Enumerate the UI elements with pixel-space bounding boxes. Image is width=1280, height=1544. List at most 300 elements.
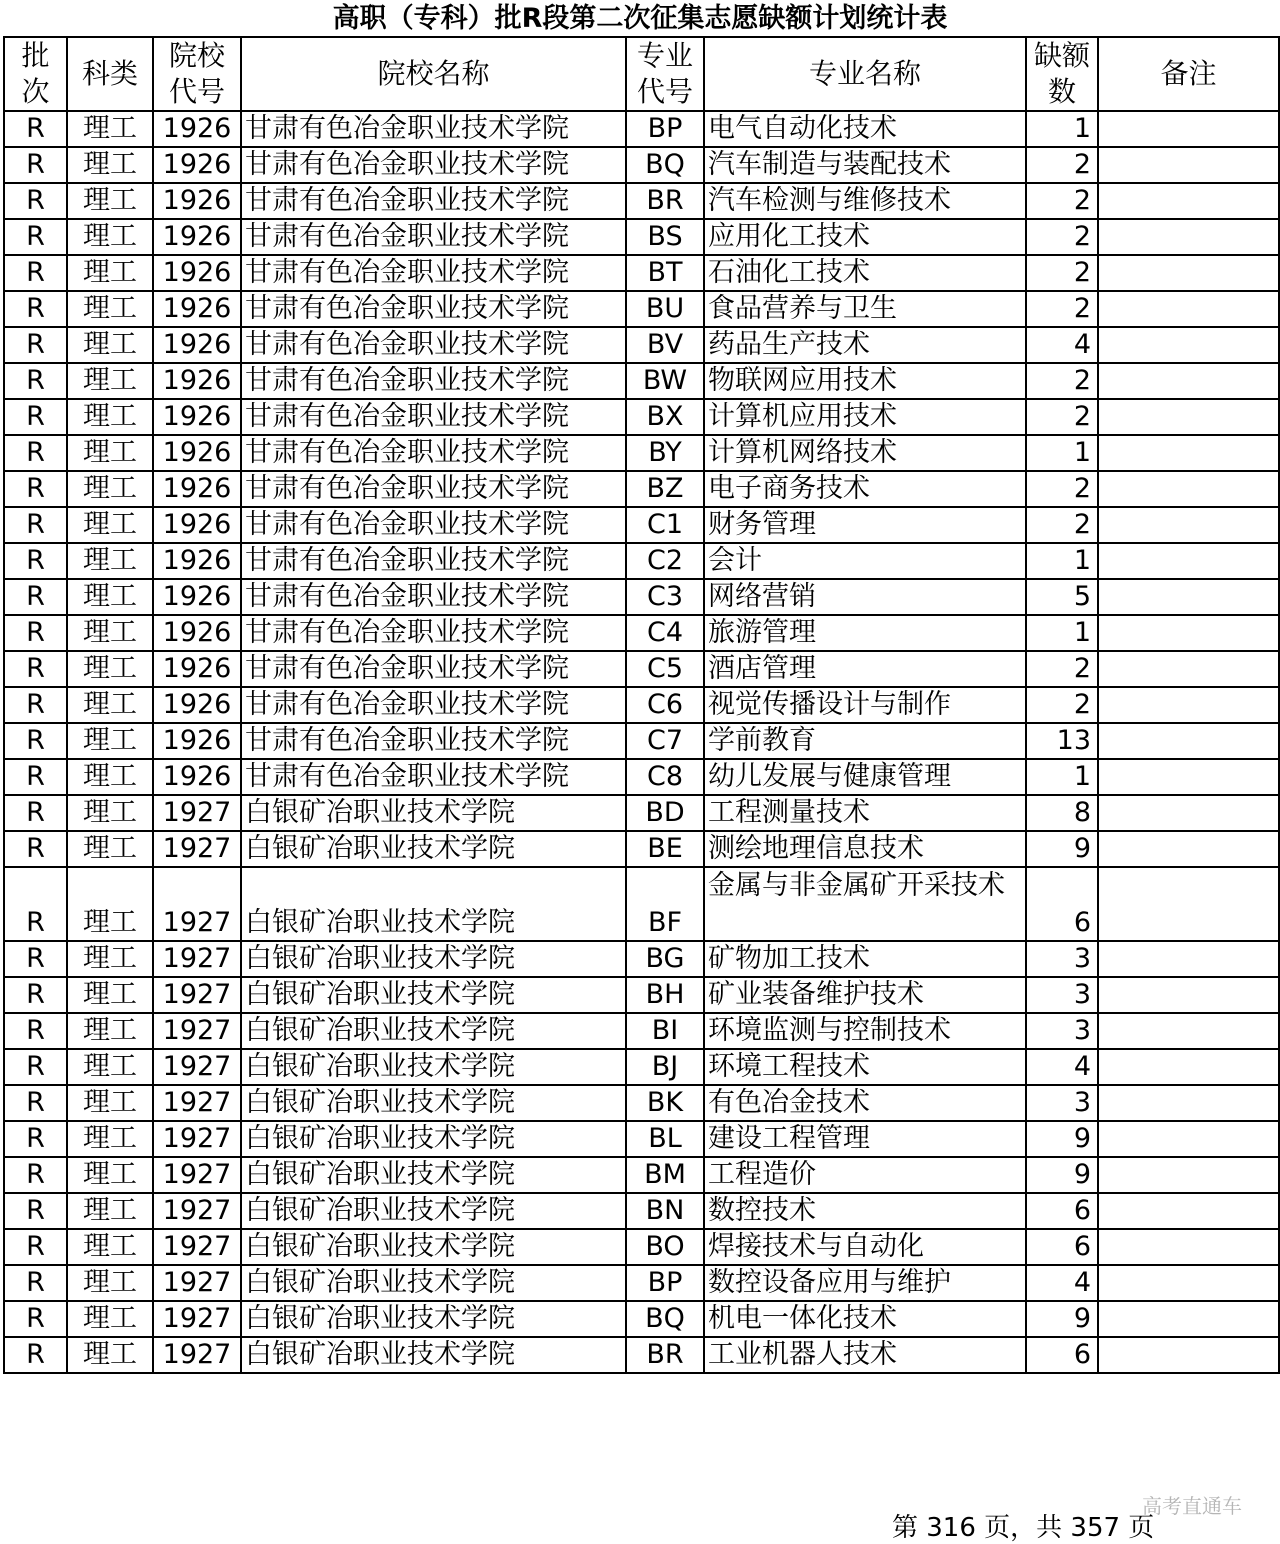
table-row: [4, 327, 1279, 363]
cell-batch: R: [4, 471, 67, 507]
cell-school-code: 1926: [153, 399, 241, 435]
cell-school-code: 1926: [153, 651, 241, 687]
table-row: [4, 183, 1279, 219]
cell-remark: [1098, 1193, 1279, 1229]
cell-major-name: 金属与非金属矿开采技术: [704, 867, 1026, 941]
cell-major-name: 电子商务技术: [704, 471, 1026, 507]
cell-school-name: 白银矿冶职业技术学院: [241, 977, 626, 1013]
cell-category: 理工: [67, 1085, 153, 1121]
cell-major-name: 学前教育: [704, 723, 1026, 759]
cell-remark: [1098, 1337, 1279, 1373]
cell-major-name: 旅游管理: [704, 615, 1026, 651]
cell-major-name: 物联网应用技术: [704, 363, 1026, 399]
cell-major-name: 药品生产技术: [704, 327, 1026, 363]
table-row: [4, 255, 1279, 291]
cell-major-code: C2: [626, 543, 704, 579]
cell-school-code: 1927: [153, 1193, 241, 1229]
cell-school-code: 1926: [153, 579, 241, 615]
table-body: [4, 111, 1279, 1373]
cell-major-code: BL: [626, 1121, 704, 1157]
cell-remark: [1098, 1157, 1279, 1193]
cell-school-code: 1926: [153, 687, 241, 723]
cell-category: 理工: [67, 1121, 153, 1157]
cell-major-code: C1: [626, 507, 704, 543]
cell-vacancy: 2: [1026, 507, 1098, 543]
cell-remark: [1098, 147, 1279, 183]
cell-remark: [1098, 615, 1279, 651]
cell-vacancy: 2: [1026, 687, 1098, 723]
cell-batch: R: [4, 1265, 67, 1301]
cell-school-name: 白银矿冶职业技术学院: [241, 1265, 626, 1301]
cell-school-code: 1927: [153, 1301, 241, 1337]
cell-school-code: 1927: [153, 1013, 241, 1049]
cell-category: 理工: [67, 1193, 153, 1229]
page-footer: 第 316 页，共 357 页: [892, 1513, 1155, 1543]
cell-batch: R: [4, 507, 67, 543]
cell-batch: R: [4, 291, 67, 327]
cell-remark: [1098, 255, 1279, 291]
cell-batch: R: [4, 977, 67, 1013]
cell-major-code: BT: [626, 255, 704, 291]
table-row: [4, 831, 1279, 867]
cell-category: 理工: [67, 363, 153, 399]
cell-major-name: 矿物加工技术: [704, 941, 1026, 977]
cell-vacancy: 1: [1026, 543, 1098, 579]
cell-major-name: 会计: [704, 543, 1026, 579]
cell-major-code: BO: [626, 1229, 704, 1265]
cell-school-name: 甘肃有色冶金职业技术学院: [241, 291, 626, 327]
cell-major-code: C7: [626, 723, 704, 759]
cell-vacancy: 2: [1026, 471, 1098, 507]
cell-school-code: 1926: [153, 471, 241, 507]
cell-category: 理工: [67, 219, 153, 255]
header-major-name: 专业名称: [704, 37, 1026, 111]
cell-category: 理工: [67, 327, 153, 363]
cell-remark: [1098, 327, 1279, 363]
cell-vacancy: 8: [1026, 795, 1098, 831]
cell-major-code: BY: [626, 435, 704, 471]
cell-school-name: 白银矿冶职业技术学院: [241, 1049, 626, 1085]
cell-category: 理工: [67, 471, 153, 507]
table-row: [4, 219, 1279, 255]
cell-school-code: 1926: [153, 327, 241, 363]
cell-major-name: 石油化工技术: [704, 255, 1026, 291]
cell-school-code: 1927: [153, 1157, 241, 1193]
cell-vacancy: 9: [1026, 1121, 1098, 1157]
cell-batch: R: [4, 687, 67, 723]
table-row: [4, 363, 1279, 399]
cell-major-name: 环境监测与控制技术: [704, 1013, 1026, 1049]
cell-major-code: BM: [626, 1157, 704, 1193]
table-row: [4, 977, 1279, 1013]
cell-major-code: BD: [626, 795, 704, 831]
table-row: [4, 399, 1279, 435]
cell-batch: R: [4, 183, 67, 219]
cell-category: 理工: [67, 687, 153, 723]
table-row: [4, 651, 1279, 687]
table-row: [4, 291, 1279, 327]
cell-school-code: 1926: [153, 147, 241, 183]
cell-category: 理工: [67, 1301, 153, 1337]
cell-major-name: 测绘地理信息技术: [704, 831, 1026, 867]
cell-school-name: 白银矿冶职业技术学院: [241, 1301, 626, 1337]
cell-batch: R: [4, 327, 67, 363]
cell-batch: R: [4, 147, 67, 183]
cell-batch: R: [4, 435, 67, 471]
table-row: [4, 1265, 1279, 1301]
table-row: [4, 111, 1279, 147]
header-batch: 批次: [4, 37, 67, 111]
cell-batch: R: [4, 1049, 67, 1085]
cell-category: 理工: [67, 651, 153, 687]
cell-vacancy: 2: [1026, 147, 1098, 183]
cell-major-name: 汽车制造与装配技术: [704, 147, 1026, 183]
cell-vacancy: 3: [1026, 1085, 1098, 1121]
cell-category: 理工: [67, 1265, 153, 1301]
cell-school-code: 1926: [153, 183, 241, 219]
cell-remark: [1098, 219, 1279, 255]
cell-school-name: 甘肃有色冶金职业技术学院: [241, 651, 626, 687]
cell-school-code: 1926: [153, 111, 241, 147]
cell-major-code: C6: [626, 687, 704, 723]
cell-remark: [1098, 579, 1279, 615]
cell-vacancy: 9: [1026, 1157, 1098, 1193]
cell-remark: [1098, 1301, 1279, 1337]
cell-major-code: BN: [626, 1193, 704, 1229]
cell-school-name: 甘肃有色冶金职业技术学院: [241, 687, 626, 723]
cell-vacancy: 3: [1026, 941, 1098, 977]
cell-vacancy: 4: [1026, 327, 1098, 363]
cell-category: 理工: [67, 723, 153, 759]
cell-school-code: 1926: [153, 291, 241, 327]
cell-batch: R: [4, 723, 67, 759]
cell-batch: R: [4, 111, 67, 147]
cell-remark: [1098, 399, 1279, 435]
cell-vacancy: 2: [1026, 255, 1098, 291]
cell-school-code: 1926: [153, 759, 241, 795]
cell-school-code: 1926: [153, 435, 241, 471]
table-row: [4, 723, 1279, 759]
cell-major-name: 工业机器人技术: [704, 1337, 1026, 1373]
cell-category: 理工: [67, 399, 153, 435]
cell-major-code: BW: [626, 363, 704, 399]
cell-major-code: BG: [626, 941, 704, 977]
cell-vacancy: 2: [1026, 219, 1098, 255]
cell-category: 理工: [67, 507, 153, 543]
cell-remark: [1098, 111, 1279, 147]
cell-category: 理工: [67, 111, 153, 147]
cell-major-code: BX: [626, 399, 704, 435]
cell-major-name: 财务管理: [704, 507, 1026, 543]
cell-category: 理工: [67, 183, 153, 219]
cell-batch: R: [4, 1013, 67, 1049]
cell-major-code: BE: [626, 831, 704, 867]
cell-school-code: 1926: [153, 507, 241, 543]
cell-school-code: 1926: [153, 615, 241, 651]
table-row: [4, 507, 1279, 543]
header-school-code: 院校代号: [153, 37, 241, 111]
cell-major-name: 应用化工技术: [704, 219, 1026, 255]
cell-category: 理工: [67, 867, 153, 941]
cell-school-code: 1927: [153, 1049, 241, 1085]
cell-batch: R: [4, 399, 67, 435]
cell-vacancy: 6: [1026, 1193, 1098, 1229]
cell-major-code: BZ: [626, 471, 704, 507]
cell-major-code: C8: [626, 759, 704, 795]
cell-major-code: BV: [626, 327, 704, 363]
header-school-name: 院校名称: [241, 37, 626, 111]
cell-major-code: BJ: [626, 1049, 704, 1085]
cell-school-name: 白银矿冶职业技术学院: [241, 1121, 626, 1157]
header-major-code: 专业代号: [626, 37, 704, 111]
cell-major-name: 汽车检测与维修技术: [704, 183, 1026, 219]
cell-major-name: 幼儿发展与健康管理: [704, 759, 1026, 795]
cell-batch: R: [4, 867, 67, 941]
table-row: [4, 579, 1279, 615]
cell-school-code: 1927: [153, 795, 241, 831]
header-row: [4, 37, 1279, 111]
cell-school-name: 甘肃有色冶金职业技术学院: [241, 147, 626, 183]
cell-batch: R: [4, 363, 67, 399]
cell-batch: R: [4, 1229, 67, 1265]
cell-vacancy: 2: [1026, 291, 1098, 327]
cell-school-code: 1927: [153, 831, 241, 867]
cell-category: 理工: [67, 291, 153, 327]
cell-vacancy: 9: [1026, 831, 1098, 867]
page-title: 高职（专科）批R段第二次征集志愿缺额计划统计表: [332, 3, 948, 34]
cell-remark: [1098, 543, 1279, 579]
cell-school-name: 甘肃有色冶金职业技术学院: [241, 435, 626, 471]
cell-major-name: 计算机网络技术: [704, 435, 1026, 471]
cell-remark: [1098, 759, 1279, 795]
cell-category: 理工: [67, 977, 153, 1013]
cell-school-code: 1927: [153, 1121, 241, 1157]
cell-major-name: 网络营销: [704, 579, 1026, 615]
cell-category: 理工: [67, 543, 153, 579]
cell-school-name: 甘肃有色冶金职业技术学院: [241, 723, 626, 759]
cell-vacancy: 3: [1026, 977, 1098, 1013]
cell-category: 理工: [67, 1013, 153, 1049]
table-row: [4, 941, 1279, 977]
cell-major-name: 计算机应用技术: [704, 399, 1026, 435]
table-row: [4, 1121, 1279, 1157]
cell-major-code: BS: [626, 219, 704, 255]
cell-remark: [1098, 977, 1279, 1013]
cell-batch: R: [4, 831, 67, 867]
cell-major-name: 电气自动化技术: [704, 111, 1026, 147]
cell-major-code: BQ: [626, 147, 704, 183]
cell-major-code: C4: [626, 615, 704, 651]
cell-category: 理工: [67, 831, 153, 867]
cell-vacancy: 3: [1026, 1013, 1098, 1049]
cell-vacancy: 13: [1026, 723, 1098, 759]
cell-vacancy: 9: [1026, 1301, 1098, 1337]
cell-category: 理工: [67, 435, 153, 471]
cell-batch: R: [4, 795, 67, 831]
cell-category: 理工: [67, 255, 153, 291]
cell-vacancy: 5: [1026, 579, 1098, 615]
cell-major-name: 建设工程管理: [704, 1121, 1026, 1157]
cell-major-name: 焊接技术与自动化: [704, 1229, 1026, 1265]
cell-major-code: BP: [626, 1265, 704, 1301]
table-row: [4, 1193, 1279, 1229]
cell-major-code: C5: [626, 651, 704, 687]
cell-remark: [1098, 1265, 1279, 1301]
cell-major-name: 矿业装备维护技术: [704, 977, 1026, 1013]
cell-category: 理工: [67, 1337, 153, 1373]
cell-batch: R: [4, 255, 67, 291]
table-row: [4, 471, 1279, 507]
cell-batch: R: [4, 941, 67, 977]
cell-remark: [1098, 723, 1279, 759]
cell-remark: [1098, 687, 1279, 723]
cell-school-name: 白银矿冶职业技术学院: [241, 1013, 626, 1049]
cell-category: 理工: [67, 795, 153, 831]
cell-vacancy: 6: [1026, 1337, 1098, 1373]
header-category: 科类: [67, 37, 153, 111]
cell-remark: [1098, 651, 1279, 687]
cell-school-name: 甘肃有色冶金职业技术学院: [241, 363, 626, 399]
watermark: 高考直通车: [1142, 1494, 1242, 1518]
cell-school-name: 白银矿冶职业技术学院: [241, 1229, 626, 1265]
cell-school-code: 1927: [153, 867, 241, 941]
cell-major-name: 食品营养与卫生: [704, 291, 1026, 327]
cell-school-code: 1927: [153, 941, 241, 977]
cell-school-name: 甘肃有色冶金职业技术学院: [241, 543, 626, 579]
cell-school-name: 甘肃有色冶金职业技术学院: [241, 219, 626, 255]
cell-school-name: 甘肃有色冶金职业技术学院: [241, 255, 626, 291]
cell-category: 理工: [67, 615, 153, 651]
vacancy-table: [3, 36, 1280, 1374]
cell-school-code: 1926: [153, 255, 241, 291]
cell-school-name: 甘肃有色冶金职业技术学院: [241, 471, 626, 507]
cell-vacancy: 1: [1026, 615, 1098, 651]
cell-batch: R: [4, 615, 67, 651]
cell-major-code: BK: [626, 1085, 704, 1121]
cell-major-code: BF: [626, 867, 704, 941]
table-row: [4, 615, 1279, 651]
cell-major-code: BQ: [626, 1301, 704, 1337]
cell-category: 理工: [67, 147, 153, 183]
cell-school-code: 1926: [153, 219, 241, 255]
table-row: [4, 795, 1279, 831]
table-row: [4, 867, 1279, 941]
cell-batch: R: [4, 1193, 67, 1229]
cell-school-name: 白银矿冶职业技术学院: [241, 795, 626, 831]
cell-school-name: 甘肃有色冶金职业技术学院: [241, 111, 626, 147]
table-row: [4, 759, 1279, 795]
cell-batch: R: [4, 219, 67, 255]
cell-vacancy: 1: [1026, 759, 1098, 795]
cell-school-name: 甘肃有色冶金职业技术学院: [241, 327, 626, 363]
cell-school-name: 白银矿冶职业技术学院: [241, 1157, 626, 1193]
table-row: [4, 1229, 1279, 1265]
cell-school-name: 甘肃有色冶金职业技术学院: [241, 183, 626, 219]
cell-major-name: 酒店管理: [704, 651, 1026, 687]
cell-major-code: BR: [626, 183, 704, 219]
cell-school-name: 白银矿冶职业技术学院: [241, 941, 626, 977]
cell-remark: [1098, 831, 1279, 867]
cell-batch: R: [4, 1157, 67, 1193]
cell-school-code: 1927: [153, 1265, 241, 1301]
table-row: [4, 687, 1279, 723]
cell-vacancy: 4: [1026, 1049, 1098, 1085]
cell-batch: R: [4, 579, 67, 615]
table-row: [4, 1157, 1279, 1193]
header-remark: 备注: [1098, 37, 1279, 111]
table-row: [4, 1013, 1279, 1049]
cell-major-name: 有色冶金技术: [704, 1085, 1026, 1121]
cell-vacancy: 1: [1026, 111, 1098, 147]
cell-major-name: 工程造价: [704, 1157, 1026, 1193]
cell-remark: [1098, 1121, 1279, 1157]
table-row: [4, 1301, 1279, 1337]
cell-remark: [1098, 435, 1279, 471]
table-row: [4, 543, 1279, 579]
cell-major-name: 环境工程技术: [704, 1049, 1026, 1085]
cell-major-name: 数控技术: [704, 1193, 1026, 1229]
cell-major-name: 数控设备应用与维护: [704, 1265, 1026, 1301]
cell-school-code: 1926: [153, 543, 241, 579]
cell-school-code: 1926: [153, 363, 241, 399]
cell-batch: R: [4, 1301, 67, 1337]
cell-batch: R: [4, 1337, 67, 1373]
cell-school-name: 甘肃有色冶金职业技术学院: [241, 399, 626, 435]
cell-remark: [1098, 867, 1279, 941]
cell-vacancy: 6: [1026, 867, 1098, 941]
cell-school-name: 白银矿冶职业技术学院: [241, 831, 626, 867]
table-row: [4, 147, 1279, 183]
cell-school-name: 白银矿冶职业技术学院: [241, 1337, 626, 1373]
cell-school-code: 1927: [153, 1229, 241, 1265]
cell-school-code: 1927: [153, 1085, 241, 1121]
cell-school-name: 甘肃有色冶金职业技术学院: [241, 759, 626, 795]
cell-category: 理工: [67, 759, 153, 795]
cell-vacancy: 2: [1026, 363, 1098, 399]
cell-category: 理工: [67, 1229, 153, 1265]
cell-vacancy: 6: [1026, 1229, 1098, 1265]
cell-school-code: 1927: [153, 977, 241, 1013]
cell-remark: [1098, 1085, 1279, 1121]
cell-major-code: BU: [626, 291, 704, 327]
cell-major-code: BR: [626, 1337, 704, 1373]
cell-vacancy: 2: [1026, 651, 1098, 687]
table-row: [4, 1049, 1279, 1085]
cell-remark: [1098, 795, 1279, 831]
table-header: [4, 37, 1279, 111]
cell-batch: R: [4, 543, 67, 579]
cell-school-name: 甘肃有色冶金职业技术学院: [241, 579, 626, 615]
cell-category: 理工: [67, 579, 153, 615]
table-row: [4, 1085, 1279, 1121]
cell-major-code: C3: [626, 579, 704, 615]
cell-vacancy: 2: [1026, 183, 1098, 219]
cell-vacancy: 4: [1026, 1265, 1098, 1301]
cell-remark: [1098, 183, 1279, 219]
cell-category: 理工: [67, 1157, 153, 1193]
cell-remark: [1098, 291, 1279, 327]
table-row: [4, 1337, 1279, 1373]
cell-batch: R: [4, 759, 67, 795]
cell-major-name: 视觉传播设计与制作: [704, 687, 1026, 723]
cell-major-code: BI: [626, 1013, 704, 1049]
cell-major-name: 机电一体化技术: [704, 1301, 1026, 1337]
cell-category: 理工: [67, 941, 153, 977]
cell-batch: R: [4, 651, 67, 687]
cell-major-code: BH: [626, 977, 704, 1013]
cell-batch: R: [4, 1121, 67, 1157]
cell-remark: [1098, 941, 1279, 977]
